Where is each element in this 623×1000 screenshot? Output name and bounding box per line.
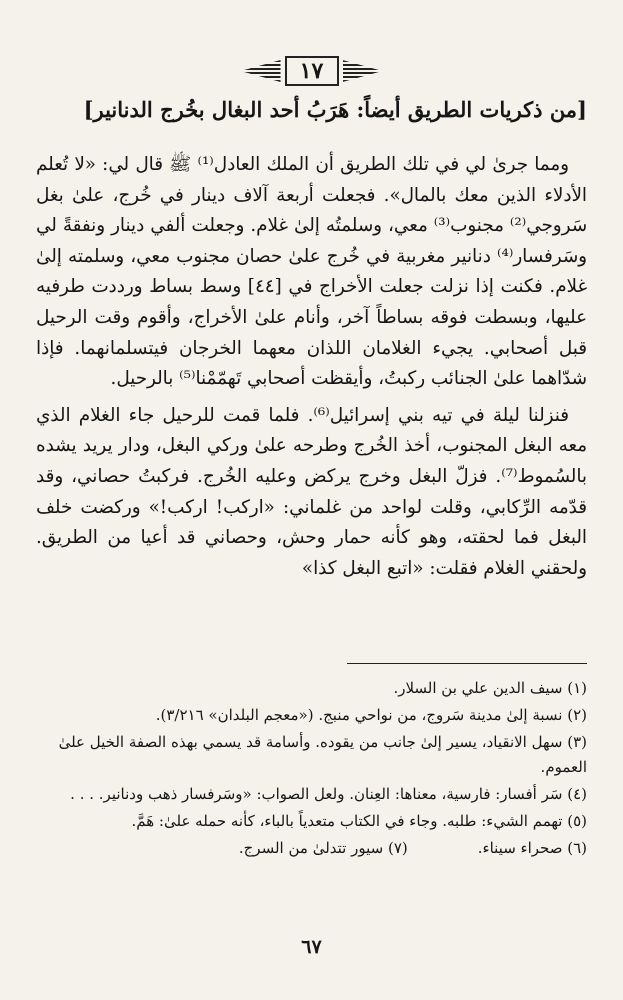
- footnote: (١) سيف الدين علي بن السلار.: [393, 679, 587, 697]
- decorative-stripes-icon: [343, 60, 383, 82]
- footnote: (٥) تهمم الشيء: طلبه. وجاء في الكتاب متعدياً بالباء، كأنه حمله علىٰ: هَمَّ.: [131, 812, 587, 830]
- footnote: (٤) سَر أفسار: فارسية، معناها: العِنان. ولعل الصواب: «وسَرفسار ذهب ودنانير. . . .: [70, 785, 587, 803]
- footnote-divider: [347, 663, 587, 664]
- footnotes: [36, 676, 587, 863]
- chapter-marker: [241, 56, 383, 86]
- footnote-row: [36, 836, 587, 861]
- body-text: [36, 150, 587, 590]
- paragraph: فنزلنا ليلة في تيه بني إسرائيل⁽⁶⁾. فلما قمت للرحيل جاء الغلام الذي معه البغل المجنوب، أخذ الخُرج وطرحه علىٰ وركي البغل، ودار يريد يشده بالسُموط⁽⁷⁾. فزلّ البغل وخرج يركض وعليه الخُرج. فركبتُ حصاني، وقد قدّمه الرِّكابي، وقلت لواحد من غلماني: «اركب! اركب!» وركضت خلف البغل فما لحقته، وهو كأنه حمار وحش، وحصاني قد أعيا من الطريق. ولحقني الغلام فقلت: «اتبع البغل كذا»: [36, 404, 587, 579]
- footnote: (٢) نسبة إلىٰ مدينة سَروج، من نواحي منبج. («معجم البلدان» ٣/٢١٦).: [155, 706, 587, 724]
- section-title: [من ذكريات الطريق أيضاً: هَرَبُ أحد البغال بخُرج الدنانير]: [83, 97, 587, 122]
- chapter-number: ١٧: [285, 56, 339, 86]
- paragraph: ومما جرىٰ لي في تلك الطريق أن الملك العادل⁽¹⁾ ﷺ قال لي: «لا تُعلم الأدلاء الذين معك بالمال». فجعلت أربعة آلاف دينار في خُرج، علىٰ بغل سَروجي⁽²⁾ مجنوب⁽³⁾ معي، وسلمتُه إلىٰ غلام. وجعلت ألفي دينار ونفقةً لي وسَرفسار⁽⁴⁾ دنانير مغربية في خُرج علىٰ حصان مجنوب معي، وسلمته إلىٰ غلام. فكنت إذا نزلت جعلت الأخراج في [٤٤] وسط بساط ورددت طرفيه عليها، وبسطت فوقه بساطاً آخر، وأنام علىٰ الأخراج، وأقوم وقت الرحيل قبل أصحابي. يجيء الغلامان اللذان معهما الخرجان فيتسلمانهما. فإذا شدّاهما علىٰ الجنائب ركبتُ، وأيقظت أصحابي تَهمّمْنا⁽⁵⁾ بالرحيل.: [36, 154, 588, 390]
- decorative-stripes-icon: [241, 60, 281, 82]
- footnote: (٦) صحراء سيناء.: [477, 839, 587, 857]
- footnote: (٧) سيور تتدلىٰ من السرج.: [238, 839, 408, 857]
- page-number: ٦٧: [301, 936, 322, 958]
- footnote: (٣) سهل الانقياد، يسير إلىٰ جانب من يقوده. وأسامة قد يسمي بهذه الصفة الخيل علىٰ العموم.: [58, 733, 587, 776]
